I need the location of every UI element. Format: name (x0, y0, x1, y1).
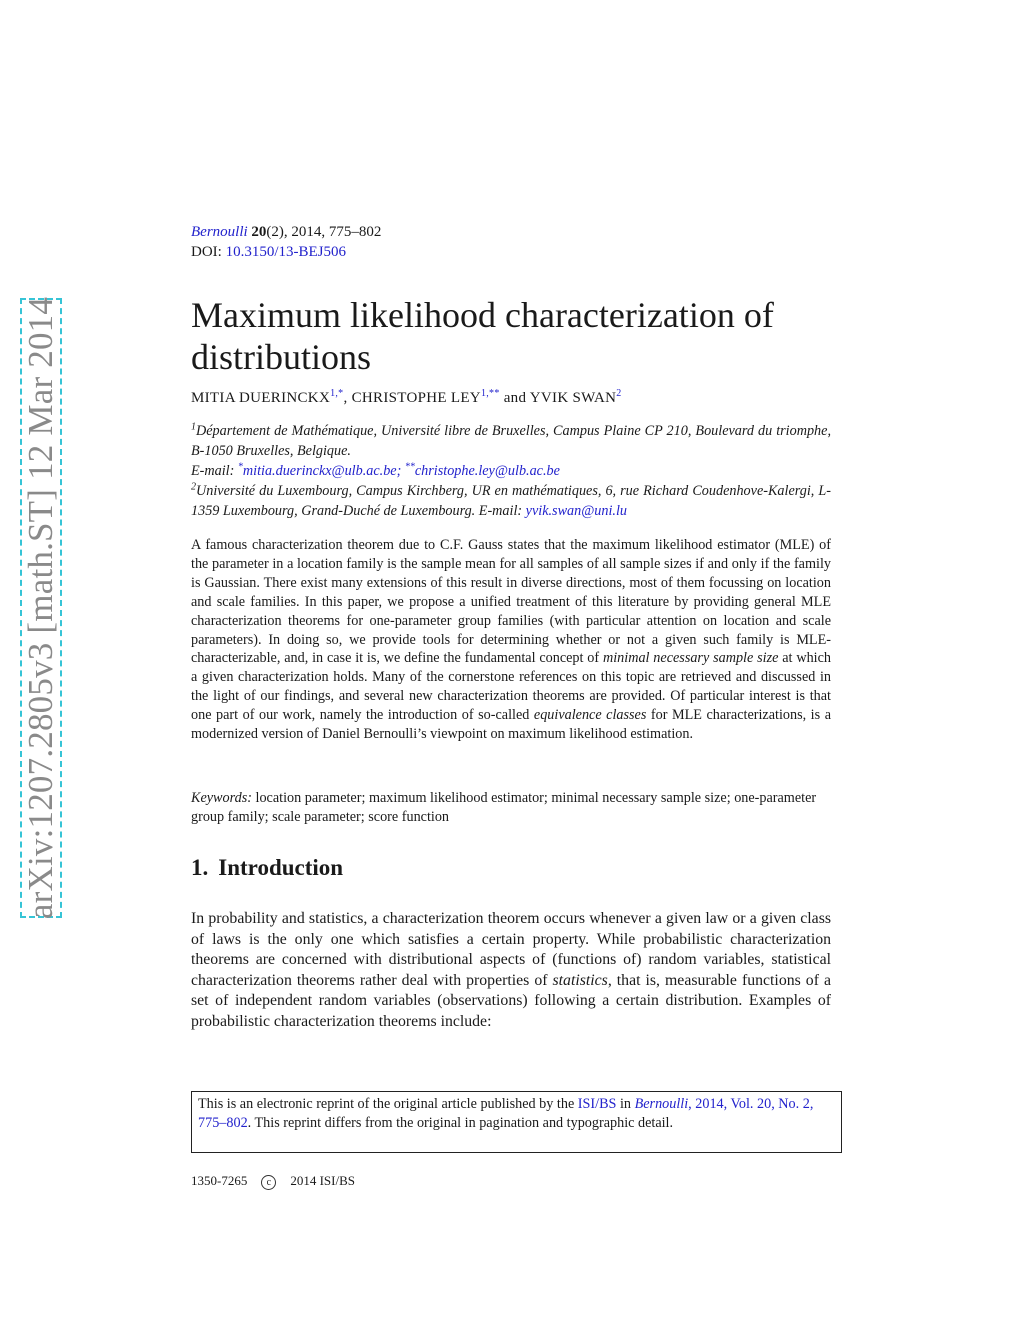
bernoulli-link[interactable]: Bernoulli, 2014, Vol. 20, No. 2, 775–802 (198, 1096, 814, 1131)
doi-label: DOI: (191, 244, 222, 260)
affiliation-1 (191, 421, 831, 461)
intro-emphasis: statistics (552, 971, 608, 989)
journal-info (191, 222, 831, 262)
email-1-link[interactable]: mitia.duerinckx@ulb.ac.be; (242, 463, 402, 479)
copyright-text: 2014 ISI/BS (290, 1173, 355, 1188)
author-separator: , (343, 390, 352, 406)
abstract-emphasis: equivalence classes (533, 707, 647, 724)
reprint-text: This is an electronic reprint of the original article published by the (198, 1096, 578, 1112)
intro-text: In probability and statistics, a characterization theorem occurs whenever a given law or a given class of laws is the only one which satisfies a certain property. While probabilistic characterization theorems are concerned with distributional aspects of (functions of) random variables, statistical characterization theorems rather deal with properties of (191, 910, 831, 989)
doi-link[interactable]: 10.3150/13-BEJ506 (225, 244, 346, 260)
arxiv-identifier: arXiv:1207.2805v3 [math.ST] 12 Mar 2014 (21, 296, 60, 920)
email-2-marker: ** (404, 461, 415, 473)
affiliations (191, 421, 831, 521)
section-title: Introduction (218, 855, 344, 880)
journal-volume: 20 (251, 224, 267, 240)
author-separator: and (499, 390, 530, 406)
email-2-link[interactable]: christophe.ley@ulb.ac.be (414, 463, 560, 479)
abstract-emphasis: minimal necessary sample size (602, 650, 779, 667)
abstract-text: at which a given characterization holds. Many of the cornerstone references on this topic are retrieved and discussed in the light of our findings, and several new characterization theorems are provided. Of particular interest is that one part of our work, namely the introduction of so-called (191, 650, 831, 724)
doi-line (191, 242, 831, 262)
section-heading (191, 855, 831, 881)
issn: 1350-7265 (191, 1173, 248, 1188)
keywords-text: location parameter; maximum likelihood estimator; minimal necessary sample size; one-parameter group family; scale parameter; score function (191, 790, 817, 825)
author-3: YVIK SWAN (529, 390, 617, 406)
keywords-label: Keywords: (191, 790, 252, 806)
email-1-marker: * (237, 461, 243, 473)
abstract (191, 536, 831, 744)
author-list (191, 390, 831, 407)
email-line-1 (191, 461, 831, 481)
footer (191, 1173, 831, 1190)
journal-name-link[interactable]: Bernoulli (191, 224, 248, 240)
email-3-link[interactable]: yvik.swan@uni.lu (525, 503, 627, 519)
reprint-notice (191, 1091, 842, 1153)
author-1-affiliation[interactable]: 1,* (330, 388, 344, 399)
email-label: E-mail: (191, 463, 235, 479)
arxiv-stamp (20, 298, 62, 918)
affiliation-2-marker: 2 (191, 481, 196, 493)
abstract-text: for MLE characterizations, is a modernized version of Daniel Bernoulli’s viewpoint on maximum likelihood estimation. (191, 707, 831, 743)
reprint-text: . This reprint differs from the original in pagination and typographic detail. (247, 1114, 674, 1131)
author-2: CHRISTOPHE LEY (351, 390, 481, 406)
journal-citation (191, 222, 831, 242)
introduction-paragraph (191, 909, 831, 1032)
isi-bs-link[interactable]: ISI/BS (577, 1096, 617, 1112)
affiliation-2-text: Université du Luxembourg, Campus Kirchberg, UR en mathématiques, 6, rue Richard Coudenhove-Kalergi, L-1359 Luxembourg, Grand-Duché de Luxembourg. (191, 483, 831, 519)
paper-title: Maximum likelihood characterization of distributions (191, 295, 774, 377)
intro-text: , that is, measurable functions of a set of independent random variables (observations) following a certain distribution. Examples of probabilistic characterization theorems include: (191, 971, 831, 1030)
reprint-text: in (616, 1096, 635, 1112)
email-label: E-mail: (478, 503, 523, 519)
affiliation-2 (191, 481, 831, 521)
section-number: 1. (191, 855, 209, 880)
copyright-icon: c (261, 1175, 276, 1190)
affiliation-1-text: Département de Mathématique, Université libre de Bruxelles, Campus Plaine CP 210, Boulevard du triomphe, B-1050 Bruxelles, Belgique. (191, 423, 831, 459)
affiliation-1-marker: 1 (191, 421, 196, 433)
author-3-affiliation[interactable]: 2 (616, 388, 622, 399)
journal-issue-pages: (2), 2014, 775–802 (266, 224, 382, 240)
author-1: MITIA DUERINCKX (191, 390, 331, 406)
abstract-text: A famous characterization theorem due to C.F. Gauss states that the maximum likelihood estimator (MLE) of the parameter in a location family is the sample mean for all samples of all sample sizes if and only if the family is Gaussian. There exist many extensions of this result in diverse directions, most of them focussing on location and scale families. In this paper, we propose a unified treatment of this literature by providing general MLE characterization theorems for one-parameter group families (with particular attention on location and scale parameters). In doing so, we provide tools for determining whether or not a given such family is MLE-characterizable, and, in case it is, we define the fundamental concept of (191, 537, 831, 667)
author-2-affiliation[interactable]: 1,** (480, 388, 500, 399)
keywords (191, 789, 831, 827)
